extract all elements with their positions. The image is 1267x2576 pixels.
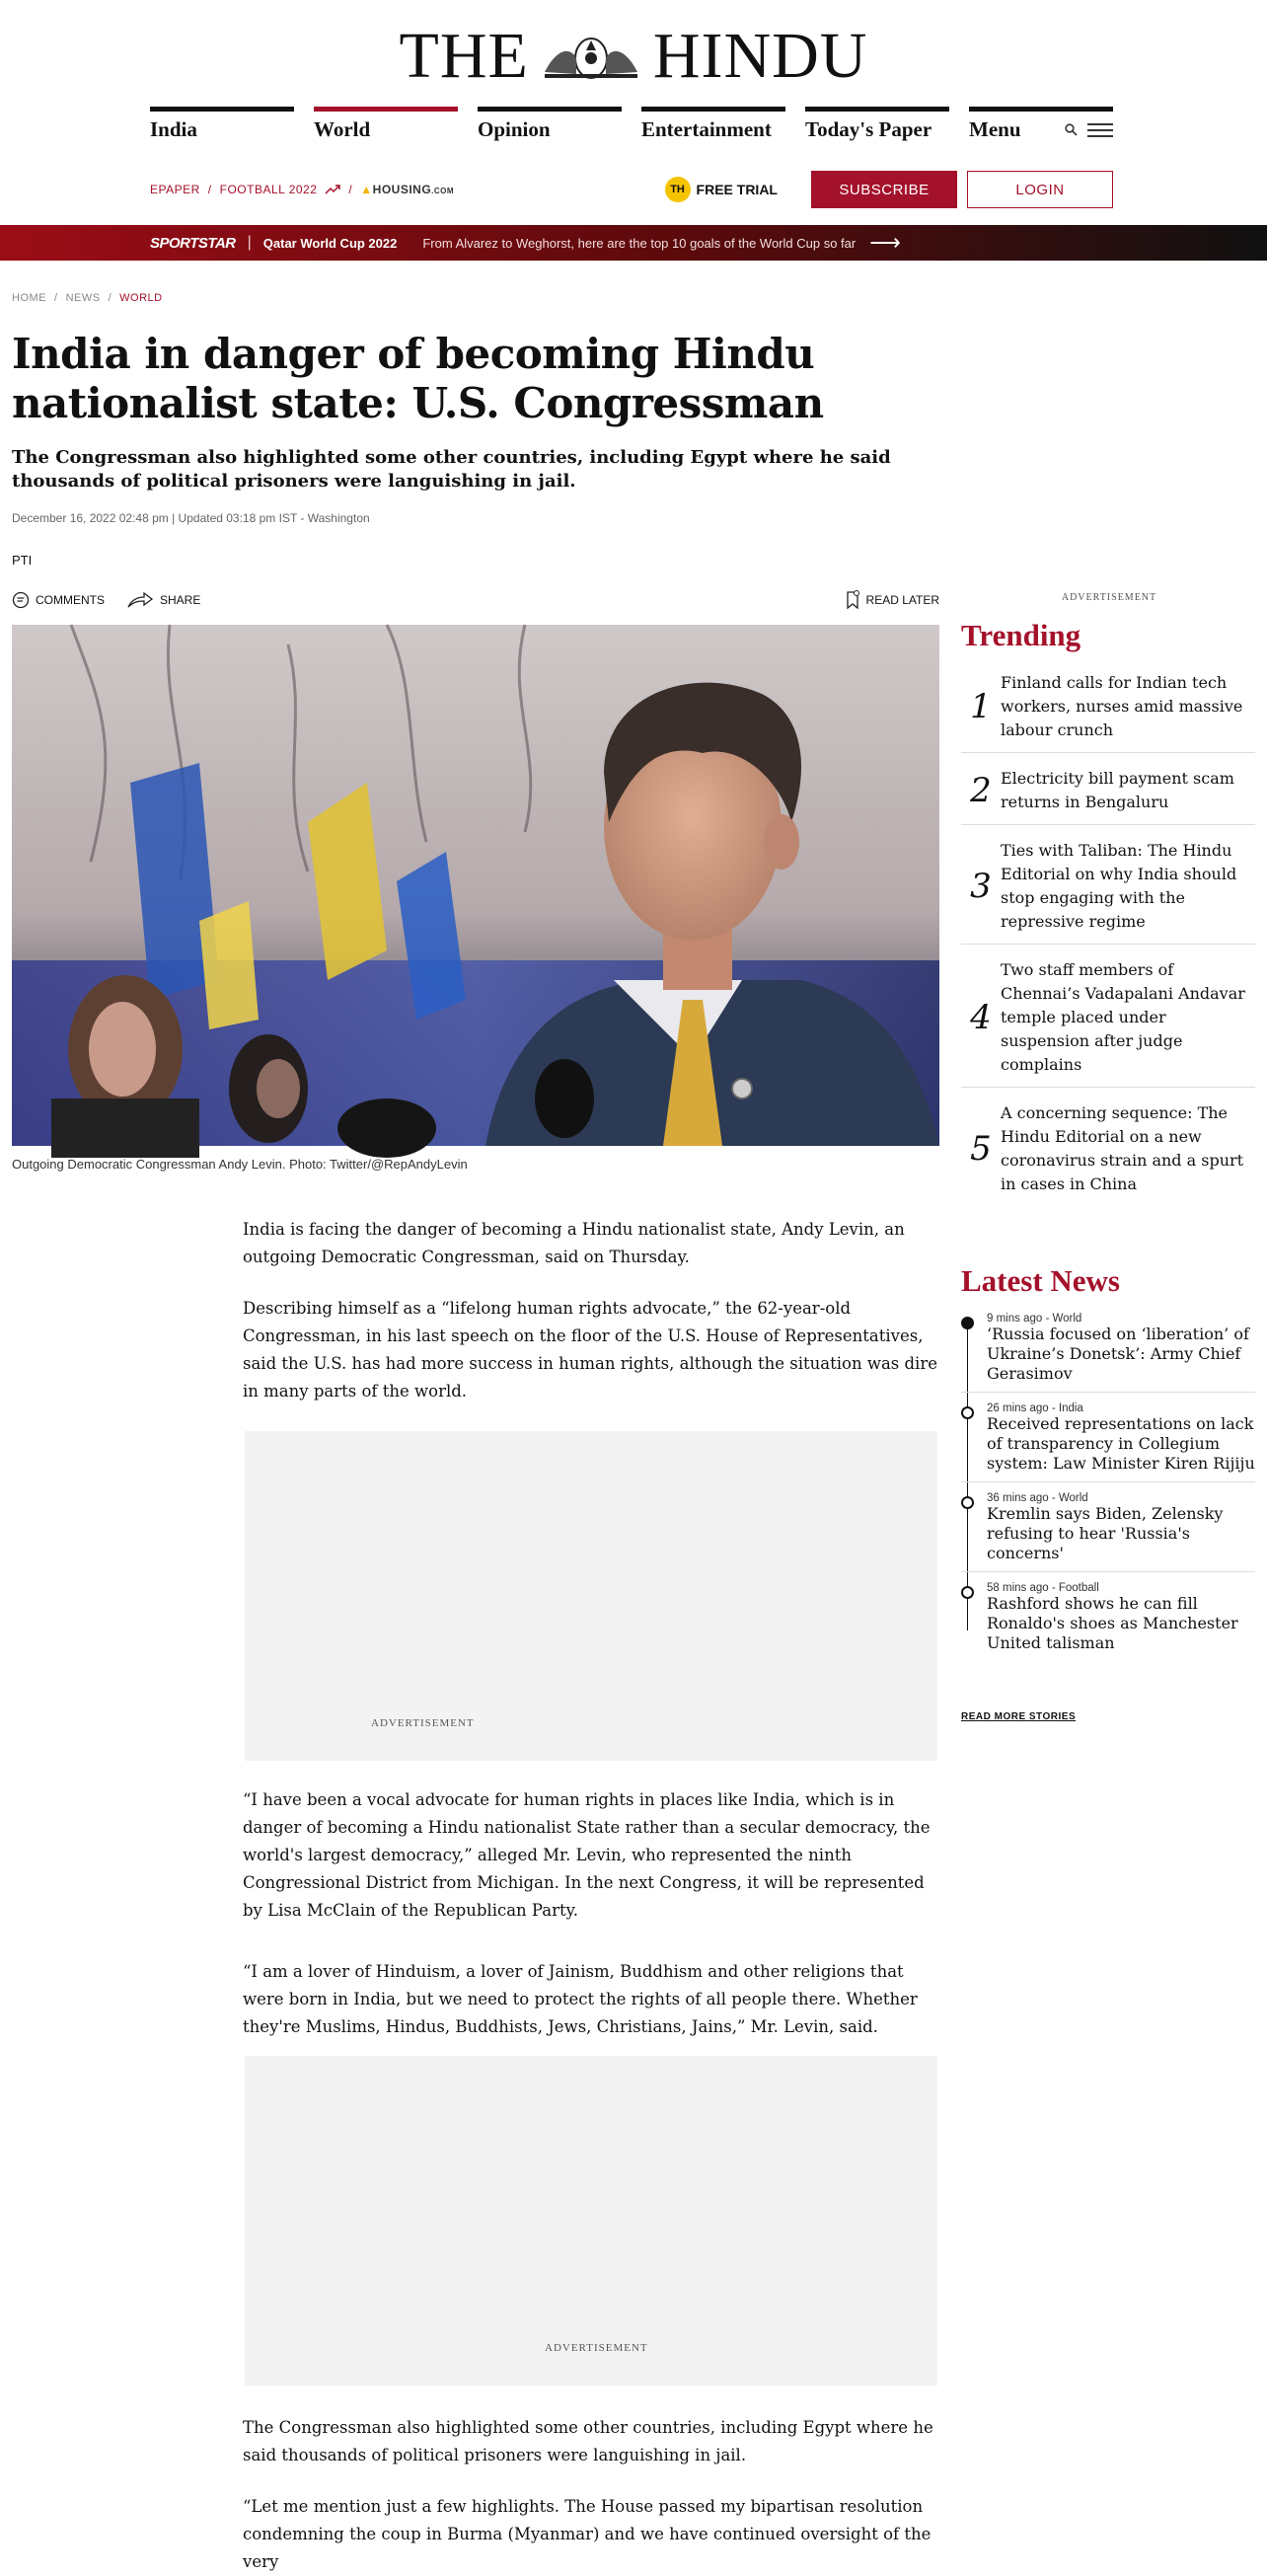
- article-paragraph-5: The Congressman also highlighted some other countries, including Egypt where he said thousands of political prisoners were languishing in jail.: [243, 2418, 933, 2464]
- article-actions: [12, 588, 939, 612]
- trending-item[interactable]: [961, 954, 1255, 1088]
- article-paragraph-1: India is facing the danger of becoming a Hindu nationalist state, Andy Levin, an outgoing Democratic Congressman, said on Thursday.: [243, 1220, 905, 1266]
- breadcrumb-news[interactable]: NEWS: [65, 292, 101, 304]
- latest-news-item[interactable]: [961, 1402, 1255, 1482]
- latest-news-meta: 58 mins ago - Football: [987, 1582, 1099, 1594]
- nav-item-entertainment[interactable]: Entertainment: [641, 107, 785, 142]
- article-dateline: December 16, 2022 02:48 pm | Updated 03:18 pm IST - Washington: [12, 511, 370, 525]
- ticker-event: Qatar World Cup 2022: [262, 235, 398, 251]
- article-title: India in danger of becoming Hindu nationalist state: U.S. Congressman: [12, 330, 824, 427]
- nav-item-menu[interactable]: [969, 107, 1113, 142]
- trending-item[interactable]: [961, 835, 1255, 945]
- account-actions: [665, 171, 1113, 208]
- read-later-label: READ LATER: [865, 593, 939, 607]
- ad-label: ADVERTISEMENT: [545, 2342, 648, 2354]
- trending-title[interactable]: Finland calls for Indian tech workers, nurses amid massive labour crunch: [1001, 673, 1243, 739]
- latest-news-meta: 26 mins ago - India: [987, 1402, 1083, 1414]
- trending-title[interactable]: Ties with Taliban: The Hindu Editorial on why India should stop engaging with the repressive regime: [1001, 841, 1237, 931]
- nav-tools: [1065, 123, 1113, 137]
- masthead[interactable]: [0, 22, 1267, 91]
- trending-rank: 4: [970, 998, 992, 1037]
- separator: /: [348, 183, 353, 196]
- latest-news-heading: Latest News: [961, 1263, 1120, 1298]
- separator: /: [108, 292, 112, 304]
- sportstar-logo: SPORTSTAR: [150, 234, 236, 252]
- nav-item-world[interactable]: World: [314, 107, 458, 142]
- article-paragraph-6: “Let me mention just a few highlights. The House passed my bipartisan resolution condemning the coup in Burma (Myanmar) and we have continued oversight of the very: [243, 2497, 932, 2571]
- article-byline[interactable]: PTI: [12, 553, 33, 568]
- breadcrumb: [12, 292, 163, 304]
- trending-rank: 1: [970, 687, 992, 726]
- share-icon: [126, 591, 154, 609]
- logo-word-the: THE: [399, 20, 529, 92]
- latest-news-meta: 36 mins ago - World: [987, 1492, 1088, 1504]
- epaper-link[interactable]: EPAPER: [150, 183, 200, 196]
- menu-label: Menu: [969, 117, 1021, 141]
- arrow-right-icon[interactable]: ⟶: [869, 230, 901, 255]
- th-badge-icon: TH: [665, 177, 691, 202]
- breadcrumb-world[interactable]: WORLD: [119, 292, 163, 304]
- housing-icon: ▲: [360, 183, 373, 196]
- latest-news-list: [961, 1313, 1255, 1671]
- trending-title[interactable]: Electricity bill payment scam returns in Bengaluru: [1001, 769, 1234, 811]
- article-subtitle: The Congressman also highlighted some other countries, including Egypt where he said thousands of political prisoners were languishing in jail.: [12, 447, 891, 492]
- article-paragraph-2: Describing himself as a “lifelong human rights advocate,” the 62-year-old Congressman, in his last speech on the floor of the U.S. House of Representatives, said the U.S. has had more success in human rights, although the situation was dire in many parts of the world.: [243, 1299, 937, 1401]
- latest-news-title[interactable]: Received representations on lack of transparency in Collegium system: Law Minister Kiren Rijiju: [987, 1414, 1255, 1473]
- crest-icon: [537, 29, 645, 84]
- comments-label: COMMENTS: [36, 593, 105, 607]
- latest-news-title[interactable]: Kremlin says Biden, Zelensky refusing to hear 'Russia's concerns': [987, 1504, 1224, 1562]
- trending-title[interactable]: Two staff members of Chennai’s Vadapalani Andavar temple placed under suspension after judge complains: [1001, 960, 1245, 1074]
- read-later-button[interactable]: [845, 590, 939, 610]
- nav-item-todays-paper[interactable]: Today's Paper: [805, 107, 949, 142]
- sub-nav-links: [150, 183, 454, 196]
- free-trial-label: FREE TRIAL: [696, 182, 778, 197]
- trending-item[interactable]: [961, 763, 1255, 825]
- latest-news-item[interactable]: [961, 1582, 1255, 1661]
- comment-icon: [12, 591, 30, 609]
- trending-up-icon: [325, 185, 340, 194]
- nav-item-india[interactable]: India: [150, 107, 294, 142]
- housing-label: HOUSING: [372, 183, 432, 196]
- separator: /: [54, 292, 58, 304]
- primary-nav: [150, 107, 1113, 142]
- nav-item-opinion[interactable]: Opinion: [478, 107, 622, 142]
- trending-rank: 2: [970, 771, 992, 810]
- latest-news-item[interactable]: [961, 1492, 1255, 1572]
- ad-label: ADVERTISEMENT: [371, 1717, 475, 1729]
- trending-rank: 3: [970, 867, 992, 906]
- trending-heading: Trending: [961, 618, 1081, 652]
- the-hindu-logo[interactable]: [400, 19, 868, 94]
- separator: |: [247, 234, 252, 251]
- latest-news-title[interactable]: Rashford shows he can fill Ronaldo's shoes as Manchester United talisman: [987, 1594, 1238, 1652]
- football-link[interactable]: FOOTBALL 2022: [219, 183, 318, 196]
- rail-ad-label: ADVERTISEMENT: [1061, 592, 1157, 603]
- login-button[interactable]: LOGIN: [967, 171, 1113, 208]
- hero-photo: [12, 625, 939, 1146]
- latest-news-meta: 9 mins ago - World: [987, 1313, 1082, 1325]
- search-icon[interactable]: [1065, 123, 1078, 136]
- free-trial-link[interactable]: [665, 177, 778, 202]
- ad-slot-2[interactable]: [245, 2056, 937, 2386]
- sportstar-ticker[interactable]: [0, 225, 1267, 261]
- latest-news-title[interactable]: ‘Russia focused on ‘liberation’ of Ukraine’s Donetsk’: Army Chief Gerasimov: [987, 1325, 1249, 1383]
- trending-item[interactable]: [961, 1098, 1255, 1206]
- ticker-headline[interactable]: From Alvarez to Weghorst, here are the top 10 goals of the World Cup so far: [422, 235, 857, 251]
- sub-nav: [150, 170, 1113, 209]
- trending-list: [961, 667, 1255, 1216]
- housing-suffix: .COM: [431, 187, 455, 195]
- trending-item[interactable]: [961, 667, 1255, 753]
- comments-button[interactable]: [12, 591, 105, 609]
- photo-caption: Outgoing Democratic Congressman Andy Levin. Photo: Twitter/@RepAndyLevin: [12, 1157, 468, 1172]
- housing-link[interactable]: [360, 183, 454, 196]
- article-paragraph-3: “I have been a vocal advocate for human rights in places like India, which is in danger of becoming a Hindu nationalist State rather than a secular democracy, the world's largest democracy,” alleged Mr. Levin, who represented the ninth Congressional District from Michigan. In the next Congress, it will be represented by Lisa McClain of the Republican Party.: [243, 1790, 931, 1920]
- hamburger-icon[interactable]: [1087, 123, 1113, 137]
- subscribe-button[interactable]: SUBSCRIBE: [811, 171, 957, 208]
- ad-slot-1[interactable]: [245, 1431, 937, 1761]
- logo-word-hindu: HINDU: [652, 20, 868, 92]
- photo-andy-levin: [12, 625, 939, 1146]
- trending-rank: 5: [970, 1129, 992, 1169]
- trending-title[interactable]: A concerning sequence: The Hindu Editorial on a new coronavirus strain and a spurt in cases in China: [1001, 1103, 1244, 1193]
- breadcrumb-home[interactable]: HOME: [12, 292, 46, 304]
- latest-news-item[interactable]: [961, 1313, 1255, 1393]
- read-more-stories-link[interactable]: READ MORE STORIES: [961, 1711, 1077, 1722]
- share-button[interactable]: [126, 591, 200, 609]
- share-label: SHARE: [160, 593, 201, 607]
- bookmark-icon: [845, 590, 860, 610]
- article-paragraph-4: “I am a lover of Hinduism, a lover of Jainism, Buddhism and other religions that were born in India, but we need to protect the rights of all people there. Whether they're Muslims, Hindus, Buddhists, Jews, Christians, Jains,” Mr. Levin, said.: [243, 1962, 918, 2036]
- separator: /: [207, 183, 212, 196]
